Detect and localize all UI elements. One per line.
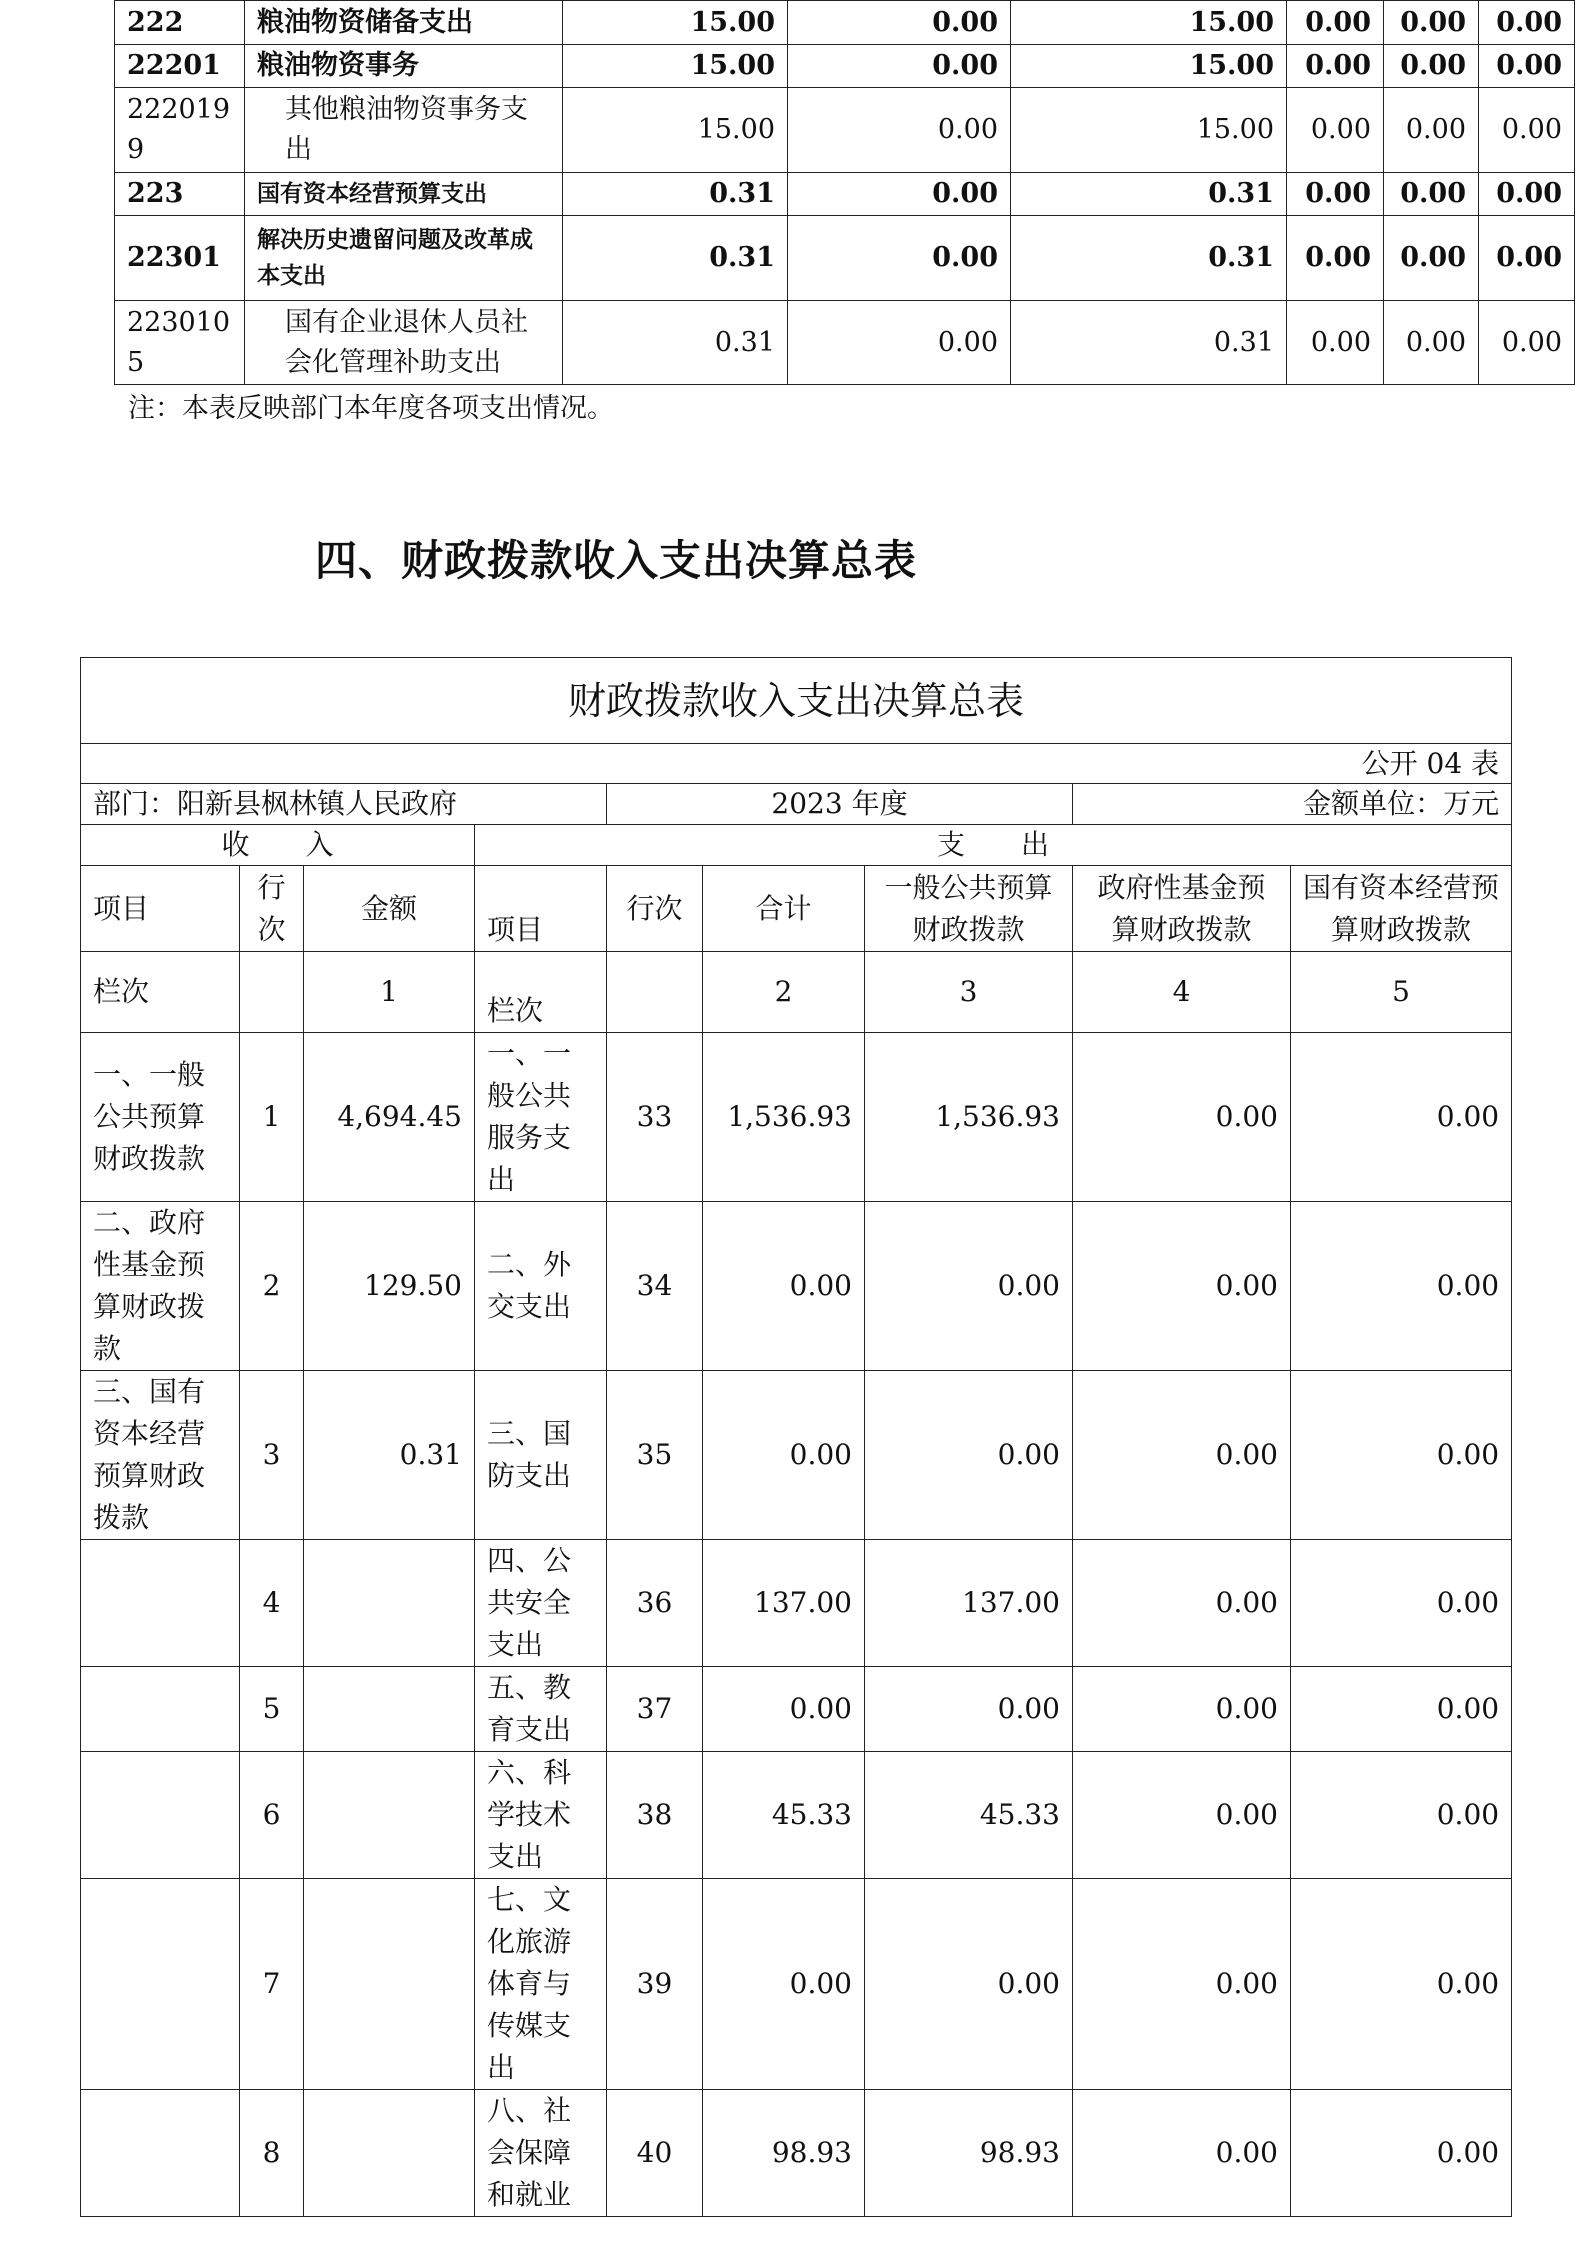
income-item [81,1540,240,1667]
header-row-no: 行次 [240,866,304,952]
expense-row-no: 34 [607,1202,703,1371]
row-value: 0.31 [1011,173,1287,216]
table-row [81,1202,1512,1371]
row-name: 粮油物资储备支出 [245,1,563,45]
row-value: 0.00 [1287,1,1384,45]
row-code: 2220199 [115,88,245,173]
income-item: 三、国有资本经营预算财政拨款 [81,1371,240,1540]
header-item: 项目 [81,866,240,952]
expense-header: 支 出 [475,825,1512,866]
row-value: 0.00 [1479,216,1575,301]
column-row-label: 栏次 [81,952,240,1033]
expense-state: 0.00 [1291,2090,1512,2217]
expense-general: 0.00 [865,1371,1073,1540]
expense-item: 三、国防支出 [475,1371,607,1540]
row-value: 15.00 [1011,45,1287,88]
empty-cell [240,952,304,1033]
expense-fund: 0.00 [1073,2090,1291,2217]
row-value: 0.31 [563,173,788,216]
expense-general: 1,536.93 [865,1033,1073,1202]
row-value: 0.00 [1479,1,1575,45]
column-number: 2 [703,952,865,1033]
column-number: 3 [865,952,1073,1033]
header-state-capital-budget: 国有资本经营预算财政拨款 [1291,866,1512,952]
expense-general: 137.00 [865,1540,1073,1667]
row-value: 0.00 [1287,88,1384,173]
income-amount [304,1540,475,1667]
expense-total: 0.00 [703,1371,865,1540]
row-value: 0.00 [1479,301,1575,385]
table-row [115,301,1575,385]
row-value: 0.00 [1384,173,1479,216]
row-value: 15.00 [563,1,788,45]
expense-total: 1,536.93 [703,1033,865,1202]
income-amount [304,2090,475,2217]
income-item [81,1667,240,1752]
header-fund-budget: 政府性基金预算财政拨款 [1073,866,1291,952]
table-row [81,1540,1512,1667]
row-value: 0.00 [788,301,1011,385]
table-row [115,216,1575,301]
table-row [81,1667,1512,1752]
expense-total: 98.93 [703,2090,865,2217]
expense-row-no: 40 [607,2090,703,2217]
expense-state: 0.00 [1291,1202,1512,1371]
column-number: 1 [304,952,475,1033]
row-value: 0.31 [1011,301,1287,385]
row-value: 0.00 [1384,88,1479,173]
table-row [81,1371,1512,1540]
expense-state: 0.00 [1291,1752,1512,1879]
column-number: 4 [1073,952,1291,1033]
row-code: 223 [115,173,245,216]
income-amount: 0.31 [304,1371,475,1540]
income-row-no: 3 [240,1371,304,1540]
expense-row-no: 36 [607,1540,703,1667]
row-value: 0.00 [788,88,1011,173]
table-row [115,45,1575,88]
table-row [81,1752,1512,1879]
table-title: 财政拨款收入支出决算总表 [81,658,1512,744]
expense-fund: 0.00 [1073,1879,1291,2090]
expense-general: 0.00 [865,1879,1073,2090]
expense-detail-table [114,0,1575,385]
expense-item: 七、文化旅游体育与传媒支出 [475,1879,607,2090]
expense-state: 0.00 [1291,1879,1512,2090]
row-value: 0.00 [1287,45,1384,88]
table-row [81,1033,1512,1202]
row-value: 0.31 [1011,216,1287,301]
expense-fund: 0.00 [1073,1752,1291,1879]
header-general-budget: 一般公共预算财政拨款 [865,866,1073,952]
income-row-no: 4 [240,1540,304,1667]
table-number: 公开 04 表 [81,744,1512,784]
header-expense-row-no: 行次 [607,866,703,952]
expense-item: 五、教育支出 [475,1667,607,1752]
column-row-label: 栏次 [475,952,607,1033]
expense-total: 0.00 [703,1667,865,1752]
expense-row-no: 33 [607,1033,703,1202]
income-header: 收 入 [81,825,475,866]
income-item: 一、一般公共预算财政拨款 [81,1033,240,1202]
income-amount [304,1667,475,1752]
table-row [81,1879,1512,2090]
expense-row-no: 39 [607,1879,703,2090]
row-value: 0.00 [1287,173,1384,216]
table-row [115,88,1575,173]
expense-state: 0.00 [1291,1033,1512,1202]
row-value: 0.00 [1384,45,1479,88]
income-row-no: 5 [240,1667,304,1752]
row-value: 0.00 [1479,45,1575,88]
empty-cell [607,952,703,1033]
section-title: 四、财政拨款收入支出决算总表 [315,536,918,585]
row-value: 0.00 [1287,216,1384,301]
row-value: 0.00 [788,173,1011,216]
amount-unit: 金额单位：万元 [1073,784,1512,825]
expense-fund: 0.00 [1073,1371,1291,1540]
expense-item: 六、科学技术支出 [475,1752,607,1879]
row-code: 22301 [115,216,245,301]
expense-general: 45.33 [865,1752,1073,1879]
expense-row-no: 37 [607,1667,703,1752]
income-item [81,1752,240,1879]
table-row [115,173,1575,216]
expense-fund: 0.00 [1073,1667,1291,1752]
expense-general: 98.93 [865,2090,1073,2217]
expense-fund: 0.00 [1073,1202,1291,1371]
expense-row-no: 38 [607,1752,703,1879]
expense-state: 0.00 [1291,1667,1512,1752]
department-label: 部门：阳新县枫林镇人民政府 [81,784,607,825]
header-total: 合计 [703,866,865,952]
header-expense-item: 项目 [475,866,607,952]
row-value: 0.00 [1384,1,1479,45]
row-value: 0.31 [563,301,788,385]
income-row-no: 6 [240,1752,304,1879]
expense-item: 一、一般公共服务支出 [475,1033,607,1202]
row-value: 15.00 [563,88,788,173]
income-amount [304,1752,475,1879]
income-amount [304,1879,475,2090]
income-row-no: 7 [240,1879,304,2090]
row-value: 0.00 [1479,173,1575,216]
income-amount: 129.50 [304,1202,475,1371]
table-row [81,2090,1512,2217]
expense-general: 0.00 [865,1667,1073,1752]
expense-item: 八、社会保障和就业 [475,2090,607,2217]
expense-total: 137.00 [703,1540,865,1667]
expense-general: 0.00 [865,1202,1073,1371]
expense-item: 二、外交支出 [475,1202,607,1371]
row-value: 15.00 [1011,1,1287,45]
row-name: 解决历史遗留问题及改革成本支出 [245,216,563,301]
expense-row-no: 35 [607,1371,703,1540]
expense-item: 四、公共安全支出 [475,1540,607,1667]
fiscal-year: 2023 年度 [607,784,1073,825]
row-name: 国有资本经营预算支出 [245,173,563,216]
row-code: 22201 [115,45,245,88]
row-value: 0.00 [788,1,1011,45]
row-code: 222 [115,1,245,45]
row-value: 15.00 [563,45,788,88]
expense-state: 0.00 [1291,1540,1512,1667]
income-row-no: 1 [240,1033,304,1202]
income-item: 二、政府性基金预算财政拨款 [81,1202,240,1371]
expense-state: 0.00 [1291,1371,1512,1540]
column-number: 5 [1291,952,1512,1033]
row-value: 0.00 [788,216,1011,301]
expense-fund: 0.00 [1073,1033,1291,1202]
income-row-no: 2 [240,1202,304,1371]
fiscal-summary-table [80,657,1512,2217]
row-name: 粮油物资事务 [245,45,563,88]
income-amount: 4,694.45 [304,1033,475,1202]
expense-fund: 0.00 [1073,1540,1291,1667]
expense-total: 0.00 [703,1202,865,1371]
table-row [115,1,1575,45]
row-name: 国有企业退休人员社会化管理补助支出 [245,301,563,385]
row-value: 0.00 [1384,216,1479,301]
row-value: 0.00 [788,45,1011,88]
row-name: 其他粮油物资事务支出 [245,88,563,173]
row-value: 0.00 [1384,301,1479,385]
row-value: 0.00 [1287,301,1384,385]
row-code: 2230105 [115,301,245,385]
table-note: 注：本表反映部门本年度各项支出情况。 [128,393,614,424]
row-value: 0.00 [1479,88,1575,173]
row-value: 0.31 [563,216,788,301]
row-value: 15.00 [1011,88,1287,173]
expense-total: 45.33 [703,1752,865,1879]
income-row-no: 8 [240,2090,304,2217]
income-item [81,2090,240,2217]
expense-total: 0.00 [703,1879,865,2090]
income-item [81,1879,240,2090]
header-amount: 金额 [304,866,475,952]
